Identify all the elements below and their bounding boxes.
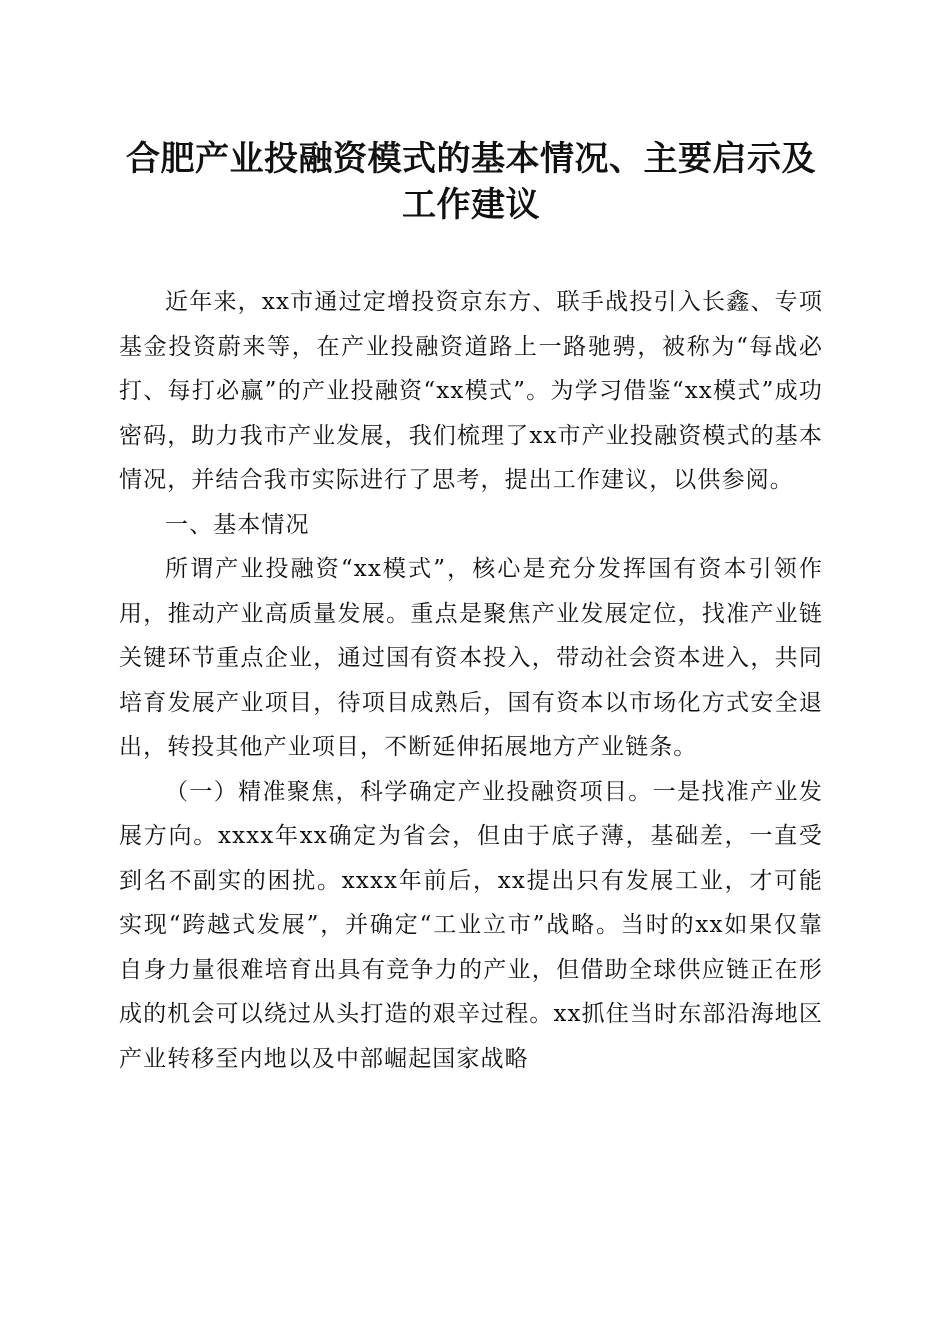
section1-paragraph: 所谓产业投融资“xx模式”，核心是充分发挥国有资本引领作用，推动产业高质量发展。重点是聚焦产业发展定位，找准产业链关键环节重点企业，通过国有资本投入，带动社会资本进入，共同培育发展产业项目，待项目成熟后，国有资本以市场化方式安全退出，转投其他产业项目，不断延伸拓展地方产业链条。 <box>119 556 823 760</box>
title-line-2: 工作建议 <box>402 185 540 225</box>
subsection1-paragraph <box>119 770 823 1082</box>
subsection1-text: 一是找准产业发展方向。xxxx年xx确定为省会，但由于底子薄，基础差，一直受到名不副实的困扰。xxxx年前后，xx提出只有发展工业，才可能实现“跨越式发展”，并确定“工业立市”战略。当时的xx如果仅靠自身力量很难培育出具有竞争力的产业，但借助全球供应链正在形成的机会可以绕过从头打造的艰辛过程。xx抓住当时东部沿海地区产业转移至内地以及中部崛起国家战略 <box>119 778 824 1072</box>
document-body <box>119 280 823 1081</box>
subsection1-lead: （一）精准聚焦，科学确定产业投融资项目。 <box>165 778 653 805</box>
document-title <box>119 0 823 228</box>
section-heading-basic-situation: 一、基本情况 <box>165 511 310 538</box>
intro-paragraph: 近年来，xx市通过定增投资京东方、联手战投引入长鑫、专项基金投资蔚来等，在产业投融资道路上一路驰骋，被称为“每战必打、每打必赢”的产业投融资“xx模式”。为学习借鉴“xx模式”成功密码，助力我市产业发展，我们梳理了xx市产业投融资模式的基本情况，并结合我市实际进行了思考，提出工作建议，以供参阅。 <box>119 289 823 493</box>
title-line-1: 合肥产业投融资模式的基本情况、主要启示及 <box>126 139 816 179</box>
document-page <box>119 0 823 1081</box>
